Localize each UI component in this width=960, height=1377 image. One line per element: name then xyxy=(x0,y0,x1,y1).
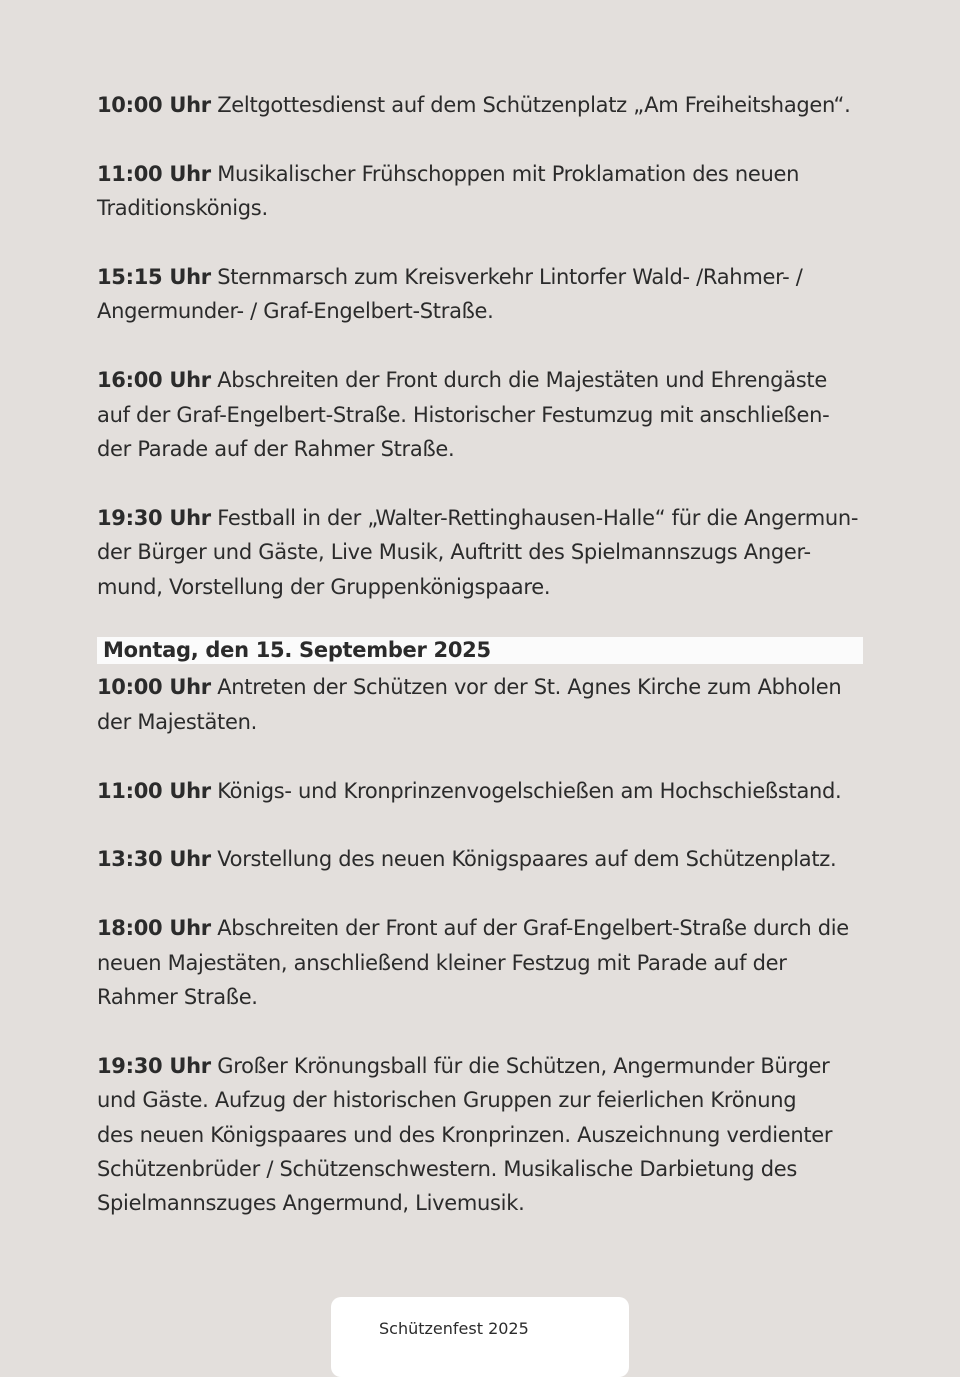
entry-line xyxy=(97,980,867,1014)
entry-line xyxy=(97,432,867,466)
entry-line xyxy=(97,294,867,328)
entry-line xyxy=(97,191,867,225)
entry-time: 13:30 Uhr xyxy=(97,847,211,872)
entry-text: des neuen Königspaares und des Kronprinzen. Auszeichnung verdienter xyxy=(97,1122,833,1147)
schedule-entry xyxy=(97,363,867,466)
entry-line xyxy=(97,501,867,535)
entry-line xyxy=(97,670,867,704)
entry-time: 16:00 Uhr xyxy=(97,368,211,393)
entry-text: der Majestäten. xyxy=(97,709,257,734)
entry-line xyxy=(97,570,867,604)
monday-section xyxy=(97,670,867,1220)
entry-text: der Bürger und Gäste, Live Musik, Auftritt des Spielmannszugs Anger- xyxy=(97,540,811,565)
entry-text: Abschreiten der Front auf der Graf-Engelbert-Straße durch die xyxy=(217,916,849,941)
entry-text: Großer Krönungsball für die Schützen, Angermunder Bürger xyxy=(217,1053,830,1078)
schedule-entry xyxy=(97,260,867,329)
entry-text: der Parade auf der Rahmer Straße. xyxy=(97,437,455,462)
entry-time: 18:00 Uhr xyxy=(97,916,211,941)
entry-time: 19:30 Uhr xyxy=(97,1053,211,1078)
footer-tab xyxy=(331,1297,629,1377)
schedule-entry xyxy=(97,1049,867,1221)
entry-text: Schützenbrüder / Schützenschwestern. Musikalische Darbietung des xyxy=(97,1157,797,1182)
schedule-entry xyxy=(97,842,867,876)
schedule-entry xyxy=(97,774,867,808)
entry-line xyxy=(97,398,867,432)
entry-text: Abschreiten der Front durch die Majestäten und Ehrengäste xyxy=(217,368,827,393)
entry-line xyxy=(97,88,867,122)
schedule-entry xyxy=(97,157,867,226)
entry-text: Rahmer Straße. xyxy=(97,985,258,1010)
sunday-section xyxy=(97,88,867,604)
entry-time: 10:00 Uhr xyxy=(97,675,211,700)
entry-line xyxy=(97,1186,867,1220)
entry-text: Traditionskönigs. xyxy=(97,196,268,221)
schedule-entry xyxy=(97,88,867,122)
entry-text: Musikalischer Frühschoppen mit Proklamation des neuen xyxy=(217,161,800,186)
entry-line xyxy=(97,705,867,739)
entry-line xyxy=(97,1049,867,1083)
footer-label: Schützenfest 2025 xyxy=(379,1319,529,1338)
entry-time: 19:30 Uhr xyxy=(97,505,211,530)
schedule-entry xyxy=(97,911,867,1014)
program-schedule xyxy=(97,88,867,1255)
entry-text: Festball in der „Walter-Rettinghausen-Halle“ für die Angermun- xyxy=(217,505,859,530)
entry-time: 11:00 Uhr xyxy=(97,778,211,803)
entry-text: auf der Graf-Engelbert-Straße. Historischer Festumzug mit anschließen- xyxy=(97,402,830,427)
entry-text: Vorstellung des neuen Königspaares auf dem Schützenplatz. xyxy=(217,847,837,872)
schedule-entry xyxy=(97,670,867,739)
entry-text: Sternmarsch zum Kreisverkehr Lintorfer Wald- /Rahmer- / xyxy=(217,265,803,289)
entry-time: 11:00 Uhr xyxy=(97,161,211,186)
entry-line xyxy=(97,260,867,294)
entry-line xyxy=(97,911,867,945)
entry-text: und Gäste. Aufzug der historischen Gruppen zur feierlichen Krönung xyxy=(97,1088,797,1113)
entry-text: Antreten der Schützen vor der St. Agnes Kirche zum Abholen xyxy=(217,675,842,700)
entry-line xyxy=(97,1152,867,1186)
entry-text: Spielmannszuges Angermund, Livemusik. xyxy=(97,1191,525,1216)
entry-line xyxy=(97,1083,867,1117)
entry-line xyxy=(97,842,867,876)
entry-time: 15:15 Uhr xyxy=(97,265,211,289)
entry-line xyxy=(97,774,867,808)
entry-line xyxy=(97,157,867,191)
schedule-entry xyxy=(97,501,867,604)
day-header-monday: Montag, den 15. September 2025 xyxy=(97,637,863,664)
entry-text: neuen Majestäten, anschließend kleiner Festzug mit Parade auf der xyxy=(97,950,787,975)
entry-line xyxy=(97,535,867,569)
entry-text: Königs- und Kronprinzenvogelschießen am Hochschießstand. xyxy=(217,778,842,803)
entry-line xyxy=(97,363,867,397)
entry-line xyxy=(97,1118,867,1152)
entry-text: mund, Vorstellung der Gruppenkönigspaare. xyxy=(97,574,551,599)
entry-text: Zeltgottesdienst auf dem Schützenplatz „Am Freiheitshagen“. xyxy=(217,93,851,117)
entry-text: Angermunder- / Graf-Engelbert-Straße. xyxy=(97,299,494,324)
entry-time: 10:00 Uhr xyxy=(97,93,211,117)
entry-line xyxy=(97,946,867,980)
